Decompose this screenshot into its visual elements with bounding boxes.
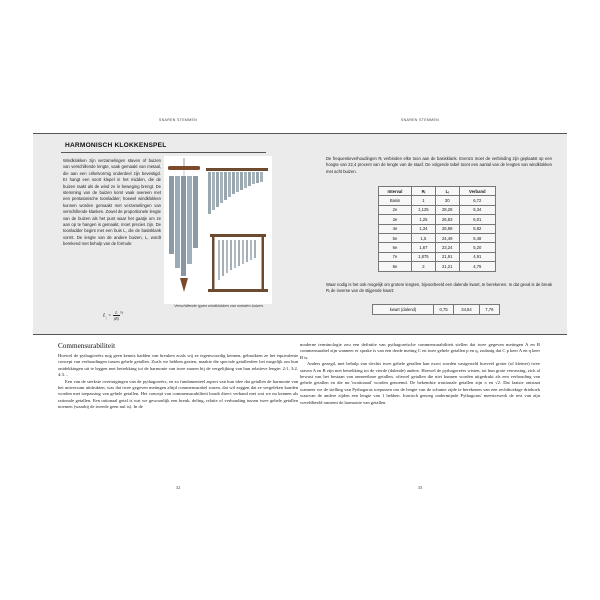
sidebar-box-right (300, 133, 567, 335)
right-body-text (300, 342, 540, 406)
table-cell: 4,91 (459, 252, 495, 261)
table-cell: 1,125 (411, 205, 435, 214)
table-cell: 6,34 (459, 205, 495, 214)
left-paragraph-1: Hoewel de pythagoreërs nog geen kennis hadden van breuken zoals wij ze tegenwoordig kennen, gebruikten ze het equivalente concept van verhoudingen tussen gehele getallen. Zoals we hebben gezien, maakte die speciale getallenfeer het mogelijk om hun ontdekkingen uit te leggen met betrekking tot de harmonie van twee snaren bij de vergelijking van hun relatieve lengte: 2:1, 3:2, 4:3… (58, 353, 298, 378)
table-body (379, 196, 496, 271)
sidebar-box-left (33, 133, 300, 335)
table-cell: 23,24 (435, 243, 459, 252)
table-cell: 2e (379, 205, 412, 214)
table-cell: 30 (435, 196, 459, 205)
table-cell: 1,5 (411, 233, 435, 242)
table-cell: 1,25 (411, 215, 435, 224)
table-cell: 1,34 (411, 224, 435, 233)
page-number-right: 33 (417, 485, 423, 490)
table-cell: 21,91 (435, 252, 459, 261)
table-row (379, 262, 496, 271)
formula-numerator: L (113, 310, 120, 316)
table-cell: 7,76 (479, 305, 499, 315)
formula-lhs: L (103, 312, 106, 319)
formula-exponent: ½ (120, 310, 124, 315)
page-number-left: 32 (175, 485, 181, 490)
section-heading: Commensurabiliteit (58, 342, 116, 350)
table-row (379, 224, 496, 233)
box-title-rule (61, 152, 266, 153)
table-cell: 4,75 (459, 262, 495, 271)
table-cell: 28,28 (435, 205, 459, 214)
table-header: Interval (379, 187, 412, 196)
table-header: Verband (459, 187, 495, 196)
wind-chimes-illustration (164, 156, 272, 304)
table-cell: 6,72 (459, 196, 495, 205)
table-cell: kwart (dalend) (373, 305, 434, 315)
formula-fraction (113, 310, 120, 321)
table-cell: 5,48 (459, 233, 495, 242)
table-header: Lᵢ (435, 187, 459, 196)
table-cell: 1,875 (411, 252, 435, 261)
table-row (379, 196, 496, 205)
table-header-row (379, 187, 496, 196)
table-row (379, 215, 496, 224)
running-head-right: SNAREN STEMMEN (400, 118, 440, 122)
table-cell: 7e (379, 252, 412, 261)
table-cell: 24,49 (435, 233, 459, 242)
box-right-text: De frequentieverhoudingen Rᵢ verbinden elke toon aan de basisklank. Evenzo moet de verbinding zijn geplaatst op een hoogte van 22,4 procent van de lengte van de staaf. De volgende tabel toont een aantal van de lengtes van windklokken met acht buizen. (326, 156, 552, 174)
table-cell: 6e (379, 243, 412, 252)
right-paragraph-1: moderne terminologie zou een definitie van pythagoreïsche commensurabiliteit stellen dat twee gegeven metingen A en B commensurabel zijn wanneer er sprake is van een derde meting C en twee gehele getallen p en q, zodanig dat C p keer A en q keer B is. (300, 342, 540, 360)
table-cell: 34,64 (454, 305, 479, 315)
table-cell: 25,98 (435, 224, 459, 233)
table-row (373, 305, 500, 315)
table-cell: 3e (379, 215, 412, 224)
bar-chime-image (206, 168, 268, 214)
box-intro-text: Windklokken zijn verzamelingen staven of buizen van verschillende lengte, vaak gemaakt van metaal, die aan een cirkelvormig onderdeel zijn bevestigd. Er hangt een soort klepel in het midden, die de buizen raakt als de wind ze in beweging brengt. De stemming van de buizen komt vaak overeen met een pentatonische toonladder; hoewel windklokken kunnen worden gemaakt met verzamelingen van verschillende klanken. Zowel de proportionele lengte van de buizen als het punt waar het gaatje om ze aan op te hangen is gemaakt, moet precies zijn. De toonladder begint met een buis L, die de basisklank vormt. De lengte van de andere buizen, L, wordt berekend met behulp van de formule: (63, 158, 161, 247)
table-header: Rᵢ (411, 187, 435, 196)
left-paragraph-2: Een van de sterkste overtuigingen van de pythagoreërs, en zo fundamenteel aspect van hun idee dat getallen de harmonie van het universum uitdrukten, was dat twee gegeven metingen altijd commensurabel waren, dat wil zeggen dat ze vergeleken konden worden met toepassing van gehele getallen. Het concept van commensurabiliteit houdt direct verband met wat we nu kennen als rationale getallen. Een rationaal getal is wat we gewoonlijk een breuk, deling, relatie of verhouding tussen twee gehele getallen noemen (waarbij de tweede geen nul is). In de (58, 378, 298, 410)
table-cell: 4e (379, 224, 412, 233)
table-cell: 8e (379, 262, 412, 271)
table-cell: 6,01 (459, 215, 495, 224)
framed-chime-image (208, 234, 268, 292)
table-row (379, 233, 496, 242)
tube-length-formula: $L_ᵢ$ = $\frac{L}{(R)}$ $^{\frac{1}{2}}$ (103, 310, 124, 322)
box-right-note: Waar nodig is het ook mogelijk om grotere lengten, bijvoorbeeld een dalende kwart, te berekenen. In dat geval is de break Rᵢ de inverse van de stijgende kwart: (326, 282, 552, 294)
box-title: HARMONISCH KLOKKENSPEL (65, 142, 167, 149)
table-row (379, 243, 496, 252)
table-row (379, 205, 496, 214)
table-cell: 21,21 (435, 262, 459, 271)
table-cell: 5,82 (459, 224, 495, 233)
formula-denominator: (R) (113, 316, 120, 322)
table-cell: 2 (411, 262, 435, 271)
table-cell: 1 (411, 196, 435, 205)
descending-fourth-table (372, 304, 500, 315)
tube-chime-image (168, 158, 200, 292)
right-paragraph-2: Anders gezegd, met behulp van slechts twee gehele getallen kan exact worden vastgesteld hoeveel groter (of kleiner) twee staven A en B zijn met betrekking tot de vierde (dalende) andere. Hoewel de pythagoreërs wisten, tot hun grote verrassing, zich al bewust van het bestaan van onmeetbare getallen, oftewel getallen die niet kunnen worden uitgedrukt als een verhouding van gehele getallen en die nu 'irrationaal' worden genoemd. De bekendste irrationale getallen zijn π en √2. Dat laatste ontstaat wanneer we de stelling van Pythagoras toepassen om de lengte van de schuine zijde te berekenen van een rechthoekige driehoek waarvan de andere zijden een lengte van 1 hebben. Ironisch genoeg ondermijnde Pythagoras' meesterwerk de rest van zijn wereldbeeld omtrent de harmonie van getallen. (300, 361, 540, 405)
table-cell: 0,75 (434, 305, 454, 315)
table-cell: 1,67 (411, 243, 435, 252)
frequency-table (378, 186, 496, 272)
table-cell: Basis (379, 196, 412, 205)
running-head-left: SNAREN STEMMEN (158, 118, 198, 122)
table-row (379, 252, 496, 261)
table-cell: 26,83 (435, 215, 459, 224)
figure-caption: Verschillende typen windklokken van metalen buizen. (174, 304, 264, 308)
table-cell: 5e (379, 233, 412, 242)
table-cell: 5,20 (459, 243, 495, 252)
left-body-text (58, 353, 298, 411)
